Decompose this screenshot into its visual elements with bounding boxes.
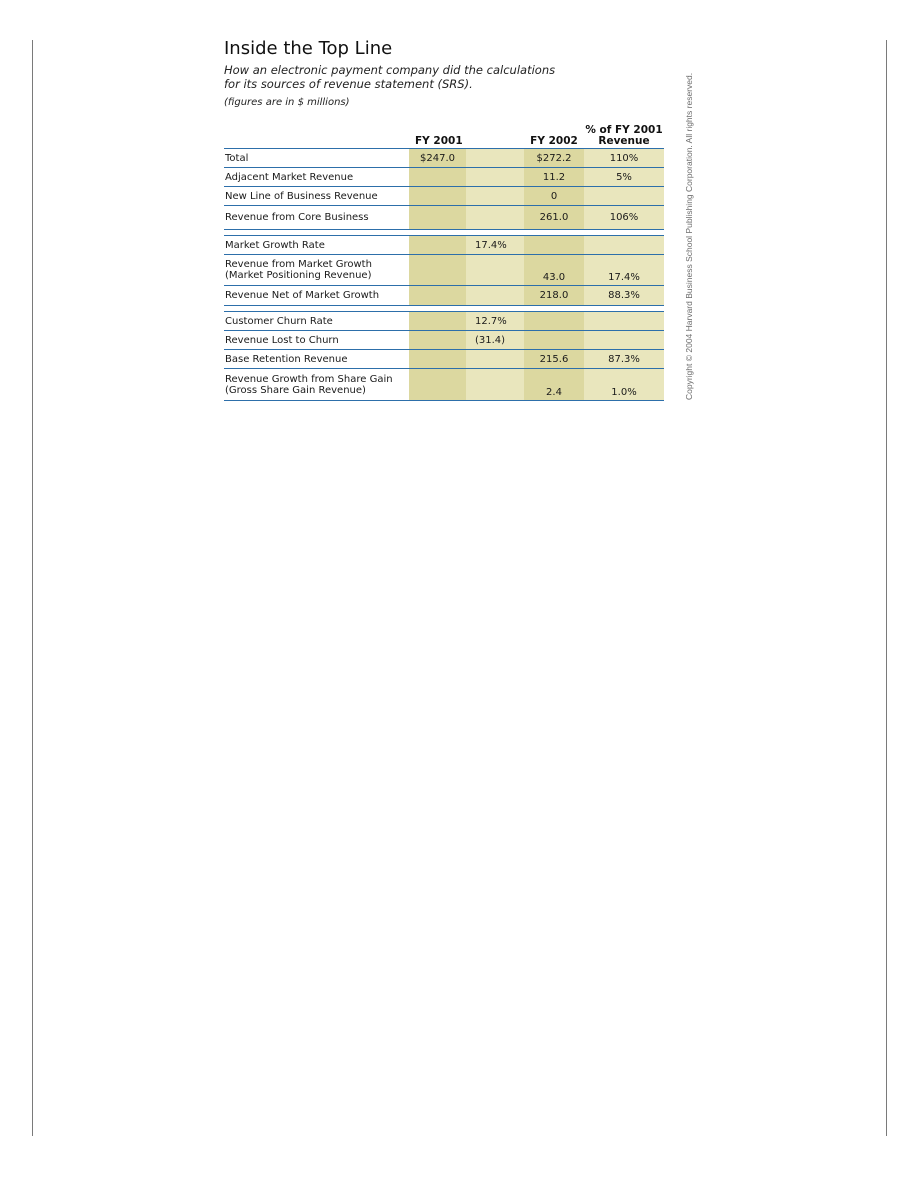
cell-pct: 1.0% — [584, 369, 664, 400]
table-row-lost-to-churn — [224, 331, 664, 350]
cell-fy2001 — [409, 255, 466, 285]
row-label-line-1: Revenue Growth from Share Gain — [225, 373, 393, 385]
cell-fy2001 — [409, 350, 466, 368]
cell-rate — [466, 206, 524, 229]
exhibit-subtitle — [224, 63, 668, 91]
cell-fy2001 — [409, 168, 466, 186]
row-label: Market Growth Rate — [225, 239, 325, 251]
cell-rate — [466, 350, 524, 368]
row-label: Base Retention Revenue — [225, 353, 348, 365]
cell-fy2001 — [409, 187, 466, 205]
table-group-churn — [224, 311, 664, 401]
cell-pct — [584, 312, 664, 330]
cell-rate: 12.7% — [466, 312, 524, 330]
row-label — [224, 369, 409, 400]
row-label-line-2: (Gross Share Gain Revenue) — [225, 384, 366, 396]
row-label-line-2: (Market Positioning Revenue) — [225, 270, 372, 281]
subtitle-line-1: How an electronic payment company did the calculations — [224, 63, 556, 77]
header-pct-line-1: % of FY 2001 — [585, 124, 663, 136]
cell-pct: 87.3% — [584, 350, 664, 368]
copyright-notice: Copyright © 2004 Harvard Business School Publishing Corporation. All rights reserved. — [684, 72, 694, 400]
cell-fy2001 — [409, 206, 466, 229]
table-group-market — [224, 235, 664, 306]
cell-fy2001 — [409, 312, 466, 330]
cell-pct — [584, 187, 664, 205]
cell-pct: 106% — [584, 206, 664, 229]
cell-pct: 17.4% — [584, 255, 664, 285]
table-row-net-market-growth — [224, 286, 664, 306]
table-row-market-growth-rate — [224, 236, 664, 255]
table-row-total — [224, 149, 664, 168]
cell-fy2002: 261.0 — [524, 206, 584, 229]
cell-fy2002: 2.4 — [524, 369, 584, 400]
cell-rate — [466, 168, 524, 186]
cell-fy2001 — [409, 286, 466, 305]
cell-fy2002: 218.0 — [524, 286, 584, 305]
cell-rate: 17.4% — [466, 236, 524, 254]
cell-fy2002: 215.6 — [524, 350, 584, 368]
table-row-share-gain — [224, 369, 664, 401]
header-fy2001: FY 2001 — [415, 135, 463, 147]
cell-rate — [466, 187, 524, 205]
cell-rate — [466, 255, 524, 285]
cell-pct: 5% — [584, 168, 664, 186]
cell-pct: 110% — [584, 149, 664, 167]
cell-pct: 88.3% — [584, 286, 664, 305]
table-row-market-growth-revenue — [224, 255, 664, 286]
cell-fy2002 — [524, 312, 584, 330]
table-row-new-line — [224, 187, 664, 206]
cell-fy2002: 43.0 — [524, 255, 584, 285]
table-row-adjacent — [224, 168, 664, 187]
cell-fy2002: $272.2 — [524, 149, 584, 167]
cell-rate — [466, 286, 524, 305]
cell-fy2002: 11.2 — [524, 168, 584, 186]
table-group-core — [224, 148, 664, 230]
row-label: Adjacent Market Revenue — [225, 171, 354, 183]
header-fy2002: FY 2002 — [530, 135, 578, 147]
cell-fy2001 — [409, 236, 466, 254]
row-label-line-1: Revenue from Market Growth — [225, 259, 372, 270]
srs-table — [224, 118, 664, 401]
header-pct-line-2: Revenue — [598, 135, 650, 147]
cell-fy2002: 0 — [524, 187, 584, 205]
row-label: Revenue Lost to Churn — [225, 334, 339, 346]
cell-fy2001 — [409, 369, 466, 400]
row-label: Customer Churn Rate — [225, 315, 333, 327]
row-label: Total — [225, 152, 249, 164]
row-label: New Line of Business Revenue — [225, 190, 378, 202]
cell-rate: (31.4) — [466, 331, 524, 349]
table-row-core — [224, 206, 664, 230]
row-label: Revenue from Core Business — [225, 212, 369, 223]
subtitle-line-2: for its sources of revenue statement (SRS). — [224, 77, 473, 91]
cell-fy2002 — [524, 331, 584, 349]
row-label — [224, 255, 409, 285]
cell-pct — [584, 236, 664, 254]
table-row-base-retention — [224, 350, 664, 369]
cell-fy2002 — [524, 236, 584, 254]
cell-rate — [466, 369, 524, 400]
units-note: (figures are in $ millions) — [224, 97, 350, 108]
exhibit-title: Inside the Top Line — [224, 38, 393, 59]
table-row-churn-rate — [224, 312, 664, 331]
row-label: Revenue Net of Market Growth — [225, 290, 380, 301]
exhibit — [224, 38, 668, 398]
page-left-border — [32, 40, 33, 1136]
page-right-border — [886, 40, 887, 1136]
cell-pct — [584, 331, 664, 349]
header-pct-revenue — [584, 125, 664, 147]
cell-fy2001: $247.0 — [409, 149, 466, 167]
cell-rate — [466, 149, 524, 167]
table-header — [224, 118, 664, 148]
cell-fy2001 — [409, 331, 466, 349]
